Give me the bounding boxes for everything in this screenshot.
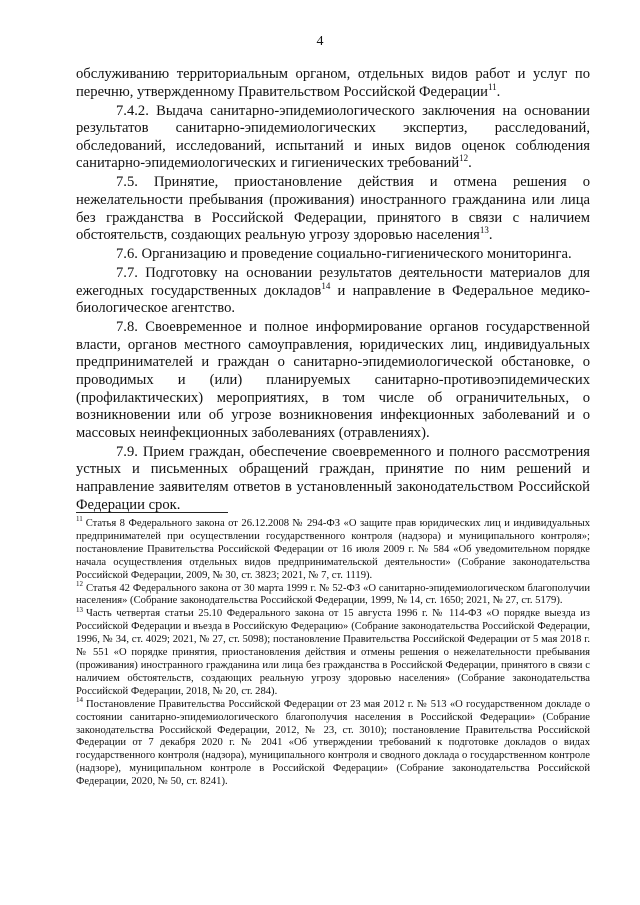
footnote-divider — [76, 512, 228, 513]
footnote-text: Статья 42 Федерального закона от 30 марта 1999 г. № 52-ФЗ «О санитарно-эпидемиологическом благополучии населения» (Собрание законодательства Российской Федерации, 1999, № 14, ст. 1650; 2021, № 27, ст. 5179). — [76, 582, 590, 607]
paragraph-text: 7.9. Прием граждан, обеспечение своевременного и полного рассмотрения устных и письменных обращений граждан, принятие по ним решений и направление заявителям ответов в установленный законодательством Российской Федерации срок. — [76, 443, 590, 513]
paragraph-tail: . — [488, 227, 493, 244]
paragraph-text: 7.5. Принятие, приостановление действия и отмена решения о нежелательности пребывания (проживания) иностранного гражданина или лица без гражданства в Российской Федерации, принятого в связи с наличием обстоятельств, создающих реальную угрозу здоровью населения — [76, 174, 590, 244]
paragraph-text: 7.6. Организацию и проведение социально-гигиенического мониторинга. — [116, 246, 572, 263]
footnote-14 — [76, 696, 590, 789]
paragraph-7-5 — [76, 174, 590, 244]
paragraph-tail: . — [496, 83, 501, 100]
footnote-ref-13[interactable]: 13 — [479, 225, 489, 236]
paragraph-text: обслуживанию территориальным органом, отдельных видов работ и услуг по перечню, утвержденному Правительством Российской Федерации — [76, 66, 590, 100]
paragraph-7-8 — [76, 319, 590, 442]
footnote-ref-14[interactable]: 14 — [321, 280, 331, 291]
footnote-12 — [76, 580, 590, 609]
paragraph-text: 7.4.2. Выдача санитарно-эпидемиологического заключения на основании результатов санитарно-эпидемиологических экспертиз, расследований, обследований, исследований, испытаний и иных видов оценок соблюдения санитарно-эпидемиологических и гигиенических требований — [76, 102, 590, 172]
footnote-number: 12 — [76, 580, 83, 588]
footnote-text: Часть четвертая статьи 25.10 Федерального закона от 15 августа 1996 г. № 114-ФЗ «О порядке выезда из Российской Федерации и въезда в Российскую Федерацию» (Собрание законодательства Российской Федерации, 1996, № 34, ст. 4029; 2021, № 27, ст. 5098); постановление Правительства Российской Федерации от 5 мая 2018 г. № 551 «О порядке принятия, приостановления действия и отмены решения о нежелательности пребывания (проживания) иностранного гражданина или лица без гражданства в Российской Федерации, принятого в связи с наличием обстоятельств, создающих реальную угрозу здоровью населения» (Собрание законодательства Российской Федерации, 2018, № 20, ст. 284). — [76, 608, 590, 697]
paragraph-7-9 — [76, 444, 590, 514]
footnote-ref-12[interactable]: 12 — [459, 153, 469, 164]
footnote-ref-11[interactable]: 11 — [487, 81, 497, 92]
paragraph-text: 7.8. Своевременное и полное информирование органов государственной власти, органов местного самоуправления, юридических лиц, индивидуальных предпринимателей и граждан о санитарно-эпидемиологической обстановке, о проводимых и (или) планируемых санитарно-противоэпидемических (профилактических) мероприятиях, в том числе об ограничительных, о возникновении или об угрозе возникновения инфекционных заболеваний и о массовых неинфекционных заболеваниях (отравлениях). — [76, 319, 590, 441]
paragraph-tail: . — [468, 155, 472, 172]
paragraph-text: 7.7. Подготовку на основании результатов деятельности материалов для ежегодных государственных докладов — [76, 265, 590, 299]
footnote-text: Постановление Правительства Российской Федерации от 23 мая 2012 г. № 513 «О государственном докладе о состоянии санитарно-эпидемиологического благополучия населения в Российской Федерации» (Собрание законодательства Российской Федерации, 2012, № 23, ст. 3010); постановление Правительства Российской Федерации от 7 декабря 2020 г. № 2041 «Об утверждении требований к подготовке докладов о видах государственного контроля (надзора), муниципального контроля и сводного доклада о государственном контроле (надзоре), муниципальном контроле в Российской Федерации» (Собрание законодательства Российской Федерации, 2020, № 50, ст. 8241). — [76, 698, 590, 788]
footnote-number: 13 — [76, 605, 83, 614]
body-text — [76, 66, 590, 514]
footnotes — [76, 515, 590, 789]
footnote-13 — [76, 605, 590, 698]
paragraph-7-7 — [76, 265, 590, 318]
paragraph-7-4-2 — [76, 103, 590, 173]
footnote-number: 14 — [76, 696, 83, 705]
footnote-text: Статья 8 Федерального закона от 26.12.2008 № 294-ФЗ «О защите прав юридических лиц и индивидуальных предпринимателей при осуществлении государственного контроля (надзора) и муниципального контроля»; постановление Правительства Российской Федерации от 16 июля 2009 г. № 584 «Об уведомительном порядке начала осуществления отдельных видов предпринимательской деятельности» (Собрание законодательства Российской Федерации, 2009, № 30, ст. 3823; 2021, № 7, ст. 1119). — [76, 518, 590, 581]
footnote-number: 11 — [76, 515, 83, 524]
paragraph-tail: и направление в Федеральное медико-биологическое агентство. — [76, 282, 590, 317]
paragraph-7-6 — [76, 246, 590, 264]
page-number: 4 — [316, 34, 324, 49]
footnote-11 — [76, 515, 590, 583]
paragraph-continuation — [76, 66, 590, 101]
